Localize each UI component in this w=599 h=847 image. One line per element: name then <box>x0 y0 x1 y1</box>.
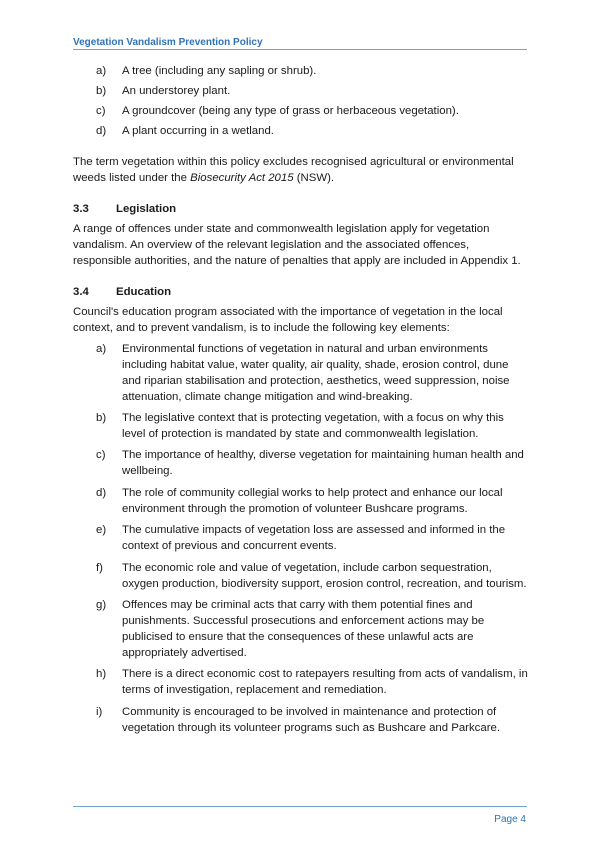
list-item-label: i) <box>96 705 103 718</box>
list-item <box>73 486 529 518</box>
list-item-text: A groundcover (being any type of grass or herbaceous vegetation). <box>122 105 459 118</box>
list-item <box>73 598 529 662</box>
list-item-label: b) <box>96 412 107 425</box>
list-item <box>73 124 529 140</box>
list-item-text: A plant occurring in a wetland. <box>122 125 274 138</box>
vegetation-definition-list <box>73 64 529 140</box>
list-item-text: Environmental functions of vegetation in natural and urban environments including habitat value, water quality, air quality, shade, erosion control, dune and riparian stabilisation and protection, aesthetics, weed suppression, noise attenuation, climate change mitigation and wind-breaking. <box>122 342 510 403</box>
list-item-label: d) <box>96 125 107 138</box>
list-item-label: e) <box>96 524 107 537</box>
list-item-text: The cumulative impacts of vegetation loss are assessed and informed in the context of previous and concurrent events. <box>122 524 506 553</box>
list-item <box>73 523 529 555</box>
education-intro-paragraph: Council's education program associated with the importance of vegetation in the local context, and to prevent vandalism, is to include the following key elements: <box>73 306 503 334</box>
list-item-text: The role of community collegial works to help protect and enhance our local environment through the promotion of volunteer Bushcare programs. <box>122 486 503 515</box>
list-item <box>73 342 529 406</box>
paragraph-text: The term vegetation within this policy excludes recognised agricultural or environmental weeds listed under the <box>73 156 514 185</box>
document-header-title: Vegetation Vandalism Prevention Policy <box>73 37 263 48</box>
section-heading-legislation <box>73 202 529 218</box>
list-item-label: h) <box>96 668 107 681</box>
list-item-text: There is a direct economic cost to ratepayers resulting from acts of vandalism, in terms of investigation, replacement and remediation. <box>122 668 528 697</box>
list-item-label: f) <box>96 561 103 574</box>
list-item <box>73 104 529 120</box>
section-title: Legislation <box>116 203 177 215</box>
vegetation-term-paragraph <box>73 155 529 187</box>
list-item-label: a) <box>96 342 107 355</box>
list-item <box>73 84 529 100</box>
list-item-text: Community is encouraged to be involved in maintenance and protection of vegetation through its volunteer programs such as Bushcare and Parkcare. <box>122 705 500 734</box>
list-item <box>73 667 529 699</box>
list-item-text: Offences may be criminal acts that carry with them potential fines and punishments. Successful prosecutions and enforcement actions may be publicised to ensure that the consequences of these unlawful acts are appropriately advertised. <box>122 599 485 659</box>
section-heading-education <box>73 285 529 301</box>
list-item <box>73 705 529 737</box>
list-item-text: The economic role and value of vegetation, include carbon sequestration, oxygen production, biodiversity support, erosion control, recreation, and tourism. <box>122 561 527 590</box>
list-item-label: a) <box>96 65 107 77</box>
legislation-paragraph: A range of offences under state and commonwealth legislation apply for vegetation vandalism. An overview of the relevant legislation and the associated offences, responsible authorities, and the nature of penalties that apply are included in Appendix 1. <box>73 222 521 267</box>
list-item-text: The importance of healthy, diverse vegetation for maintaining human health and wellbeing. <box>122 449 524 478</box>
header-divider <box>73 49 527 50</box>
section-number: 3.3 <box>73 203 89 215</box>
list-item-label: d) <box>96 486 107 499</box>
list-item-text: An understorey plant. <box>122 85 231 98</box>
list-item-label: c) <box>96 449 106 462</box>
section-number: 3.4 <box>73 286 89 299</box>
list-item-label: g) <box>96 599 107 612</box>
section-title: Education <box>116 286 172 299</box>
paragraph-text: (NSW). <box>293 172 335 185</box>
list-item <box>73 561 529 593</box>
footer-divider <box>73 806 527 807</box>
page-number: Page 4 <box>494 814 526 825</box>
list-item <box>73 411 529 443</box>
list-item-label: c) <box>96 105 106 118</box>
list-item <box>73 64 529 80</box>
page-content <box>73 64 529 742</box>
list-item <box>73 448 529 480</box>
education-elements-list <box>73 342 529 737</box>
act-name: Biosecurity Act 2015 <box>190 172 294 185</box>
list-item-text: A tree (including any sapling or shrub). <box>122 65 317 77</box>
list-item-text: The legislative context that is protecting vegetation, with a focus on why this level of protection is mandated by state and commonwealth legislation. <box>122 412 504 440</box>
list-item-label: b) <box>96 85 107 98</box>
